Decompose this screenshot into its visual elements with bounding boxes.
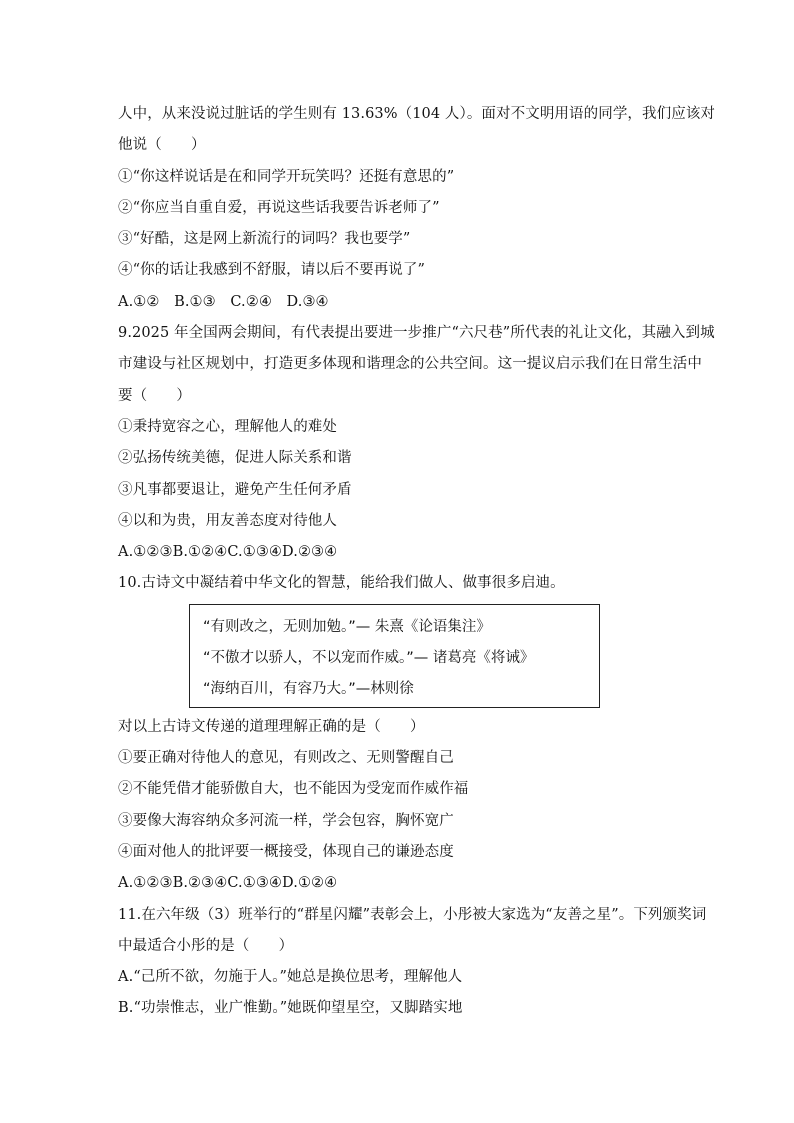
q8-stem-line-2: 他说（ ）: [118, 137, 206, 154]
q11-option-a: A.“己所不欲，勿施于人。”她总是换位思考，理解他人: [118, 969, 463, 986]
q9-stem-line-1: 9.2025 年全国两会期间，有代表提出要进一步推广“六尺巷”所代表的礼让文化，其融入到城: [118, 325, 715, 342]
q8-option-4: ④“你的话让我感到不舒服，请以后不要再说了”: [118, 262, 426, 279]
q10-option-4: ④面对他人的批评要一概接受，体现自己的谦逊态度: [118, 843, 454, 860]
q8-option-2: ②“你应当自重自爱，再说这些话我要告诉老师了”: [118, 199, 440, 216]
q8-stem-line-1: 人中，从来没说过脏话的学生则有 13.63%（104 人）。面对不文明用语的同学，我们应该对: [118, 106, 716, 122]
q9-option-2: ②弘扬传统美德，促进人际关系和谐: [118, 450, 352, 467]
q8-option-3: ③“好酷，这是网上新流行的词吗？我也要学”: [118, 231, 411, 248]
q9-option-4: ④以和为贵，用友善态度对待他人: [118, 512, 337, 529]
q8-option-1: ①“你这样说话是在和同学开玩笑吗？还挺有意思的”: [118, 168, 455, 185]
q10-option-2: ②不能凭借才能骄傲自大，也不能因为受宠而作威作福: [118, 781, 469, 798]
q10-quote-1: “有则改之，无则加勉。”— 朱熹《论语集注》: [203, 618, 491, 635]
q8-choices: A.①② B.①③ C.②④ D.③④: [118, 293, 329, 310]
q9-stem-line-3: 要（ ）: [118, 387, 191, 404]
q10-stem-line-2: 对以上古诗文传递的道理理解正确的是（ ）: [118, 718, 425, 735]
q10-choices: A.①②③B.②③④C.①③④D.①②④: [118, 875, 338, 892]
q10-stem-line-1: 10.古诗文中凝结着中华文化的智慧，能给我们做人、做事很多启迪。: [118, 575, 565, 592]
q10-quote-box: [189, 604, 600, 708]
q9-stem-line-2: 市建设与社区规划中，打造更多体现和谐理念的公共空间。这一提议启示我们在日常生活中: [118, 356, 702, 373]
q9-choices: A.①②③B.①②④C.①③④D.②③④: [118, 544, 338, 561]
q11-stem-line-1: 11.在六年级（3）班举行的“群星闪耀”表彰会上，小彤被大家选为“友善之星”。下列颁奖词: [118, 906, 707, 923]
q10-option-3: ③要像大海容纳众多河流一样，学会包容，胸怀宽广: [118, 812, 454, 829]
q10-quote-3: “海纳百川，有容乃大。”—林则徐: [203, 680, 414, 697]
q9-option-3: ③凡事都要退让，避免产生任何矛盾: [118, 481, 352, 498]
q10-option-1: ①要正确对待他人的意见，有则改之、无则警醒自己: [118, 750, 454, 767]
q11-option-b: B.“功崇惟志，业广惟勤。”她既仰望星空，又脚踏实地: [118, 1000, 463, 1017]
q9-option-1: ①秉持宽容之心，理解他人的难处: [118, 418, 337, 435]
q10-quote-2: “不傲才以骄人，不以宠而作威。”— 诸葛亮《将诫》: [203, 649, 535, 666]
q11-stem-line-2: 中最适合小彤的是（ ）: [118, 937, 294, 954]
page-content: [118, 99, 716, 1025]
